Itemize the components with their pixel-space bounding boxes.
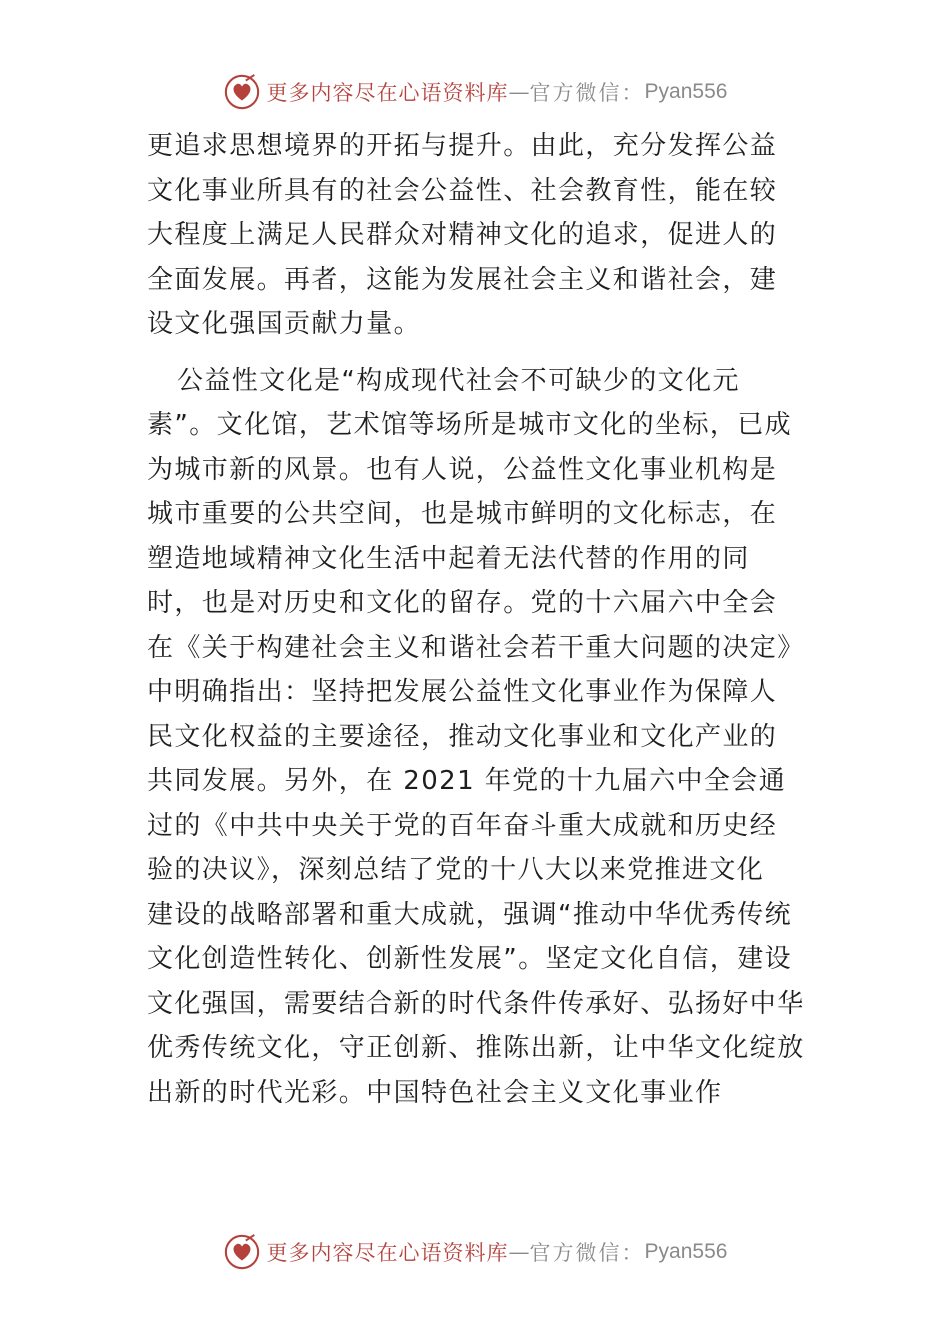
text-line: 时，也是对历史和文化的留存。党的十六届六中全会 (147, 588, 778, 618)
text-line: 在《关于构建社会主义和谐社会若干重大问题的决定》 (147, 632, 805, 663)
text-line: 设文化强国贡献力量。 (147, 309, 422, 339)
wechat-label: 官方微信： (529, 1241, 645, 1265)
dash-separator: — (508, 80, 530, 104)
text-line: 民文化权益的主要途径，推动文化事业和文化产业的 (147, 721, 778, 752)
wechat-id: Pyan556 (644, 80, 728, 103)
paragraph-2 (147, 359, 819, 1116)
text-line: 过的《中共中央关于党的百年奋斗重大成就和历史经 (147, 810, 778, 841)
site-slogan: 更多内容尽在心语资料库 (266, 1241, 509, 1265)
header-banner (0, 72, 950, 112)
dash-separator: — (508, 1240, 530, 1264)
paragraph-1 (147, 124, 819, 347)
text-line: 共同发展。另外，在 2021 年党的十九届六中全会通 (147, 766, 787, 796)
text-line: 优秀传统文化，守正创新、推陈出新，让中华文化绽放 (147, 1033, 805, 1063)
text-line: 塑造地域精神文化生活中起着无法代替的作用的同 (147, 543, 750, 574)
text-line: 公益性文化是“构成现代社会不可缺少的文化元 (177, 365, 740, 396)
site-slogan: 更多内容尽在心语资料库 (266, 81, 509, 105)
text-line: 文化创造性转化、创新性发展”。坚定文化自信，建设 (147, 944, 793, 974)
wechat-label: 官方微信： (529, 81, 645, 105)
text-line: 城市重要的公共空间，也是城市鲜明的文化标志，在 (147, 499, 778, 529)
text-line: 为城市新的风景。也有人说，公益性文化事业机构是 (147, 454, 778, 485)
text-line: 验的决议》，深刻总结了党的十八大以来党推进文化 (147, 855, 765, 885)
wechat-id: Pyan556 (644, 1240, 728, 1263)
text-line: 更追求思想境界的开拓与提升。由此，充分发挥公益 (147, 131, 778, 161)
heart-pen-logo-icon (223, 73, 261, 111)
text-line: 中明确指出：坚持把发展公益性文化事业作为保障人 (147, 677, 778, 707)
footer-banner (0, 1232, 950, 1272)
text-line: 素”。文化馆，艺术馆等场所是城市文化的坐标，已成 (147, 410, 793, 440)
heart-pen-logo-icon (223, 1233, 261, 1271)
document-body (147, 124, 819, 1115)
text-line: 建设的战略部署和重大成就，强调“推动中华优秀传统 (147, 899, 793, 930)
text-line: 文化强国，需要结合新的时代条件传承好、弘扬好中华 (147, 988, 805, 1019)
text-line: 出新的时代光彩。中国特色社会主义文化事业作 (147, 1077, 723, 1108)
text-line: 大程度上满足人民群众对精神文化的追求，促进人的 (147, 220, 778, 250)
text-line: 全面发展。再者，这能为发展社会主义和谐社会，建 (147, 264, 778, 295)
text-line: 文化事业所具有的社会公益性、社会教育性，能在较 (147, 175, 778, 206)
